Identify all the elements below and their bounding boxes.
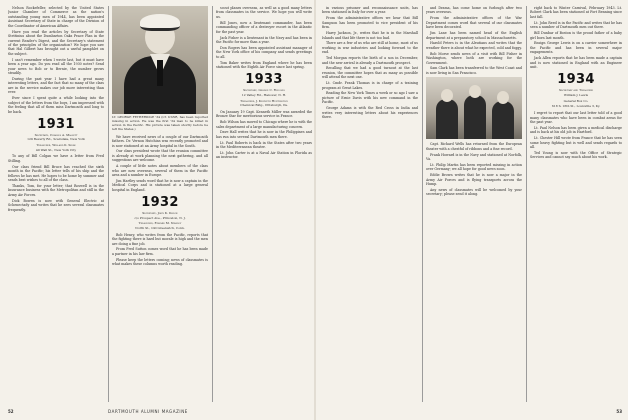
secretary-address-2: 618 S. 16th St., Louisville 3, Ky. bbox=[551, 104, 601, 109]
secretary-address: c/o Prospect Ave., Princeton, N. J. bbox=[134, 215, 186, 220]
treasurer-line: Treasurer, Edward M. Stanley bbox=[138, 221, 182, 226]
paragraph: Jim Hartley sends word that he is now a captain in the Medical Corps and is stationed at a large general hospital in England. bbox=[112, 178, 208, 192]
paragraph: Frank Howard is in the Navy and stationed at Norfolk, Va. bbox=[426, 152, 522, 162]
column-divider bbox=[108, 6, 109, 402]
secretary-name: William J. Lewis bbox=[563, 92, 589, 97]
paragraph: I can't remember when I wrote last, but it must have been a year ago. Do you read all the 1930 notes? Send your news to Bob or to Bernie, the number grows steadily. bbox=[8, 57, 104, 76]
paragraph: We have received news of a couple of our Dartmouth fathers. Dr. Vernon Hutchins was recently promoted and is now stationed at an Army hospital in the South. bbox=[112, 134, 208, 148]
paragraph: Dave Hall writes that he is now in the Philippines and has run into several Dartmouth men there. bbox=[216, 130, 312, 139]
column-6 bbox=[530, 6, 622, 404]
column-4 bbox=[322, 6, 418, 404]
column-divider bbox=[422, 6, 423, 402]
treasurer-line: Treasurer, Willard K. Shaw bbox=[36, 143, 76, 148]
column-1-paragraphs bbox=[8, 6, 104, 114]
paragraph: There are a few of us who are still at home, most of us working in war industries and looking forward to the end. bbox=[322, 41, 418, 55]
group-photo bbox=[426, 77, 522, 139]
page-number-left: 52 bbox=[8, 409, 14, 414]
portrait-photo bbox=[112, 6, 208, 114]
paragraph: Lt. Paul Nelson has been given a medical discharge and is back at his old job in Hartford. bbox=[530, 125, 622, 135]
photo-caption: LT. GEORGE FETHERIDGE '34 (LT. USNR, has been reported missing in action. He was the first '34 man to be killed in action in the Pacific. His picture was taken shortly before he left the States.) bbox=[112, 115, 208, 131]
paragraph: Ensign George Lewis is on a carrier somewhere in the Pacific and has been in several major engagements. bbox=[530, 41, 622, 55]
paragraph: and Drama, has come home on furlough after two years overseas. bbox=[426, 6, 522, 15]
paragraph: Jim Lane has been named head of the English department at a preparatory school in Massachusetts. bbox=[426, 31, 522, 40]
treasurer-line: Treasurer, J. Kenneth Huntington bbox=[240, 98, 288, 103]
paragraph: Bill Jones, now a lieutenant commander, has been commanding officer of a destroyer escort in the Atlantic for the past year. bbox=[216, 20, 312, 34]
paragraph: Our class friend Bill Bruce has reached the sixth month in the Pacific; his letter tells of his ship and the fellows he has met. He hopes to be home by summer and sends best wishes to all of the class. bbox=[8, 164, 104, 183]
secretary-address: General Box Co. bbox=[563, 98, 589, 103]
column-2-paragraphs bbox=[112, 135, 208, 193]
secretary-line: Secretary, John K. Dodge bbox=[142, 211, 178, 216]
paragraph: Lt. Paul Roberts is back in the States after two years in the Mediterranean theater. bbox=[216, 140, 312, 150]
treasurer-address: Chemical Bldg., Pittsburgh, Pa. bbox=[240, 103, 288, 108]
paragraph: scout planes overseas, as well as a good many letters from classmates in the service. We hope you will write us. bbox=[216, 6, 312, 19]
paragraph: Jack Allen reports that he has been made a captain and is now stationed in England with an Engineer unit. bbox=[530, 56, 622, 69]
class-year-heading-1933: 1933 bbox=[245, 72, 283, 88]
paragraph: Ever since I spent quite a while looking into the subject of the letters from the boys, I am impressed with the feeling that all of them miss Dartmouth and long to be back. bbox=[8, 96, 104, 114]
paragraph: Lt. Chester Hill wrote from France that he has seen some heavy fighting but is well and sends regards to all. bbox=[530, 136, 622, 150]
paragraph: Any news of classmates will be welcomed by your secretary; please send it along. bbox=[426, 187, 522, 197]
secretary-address: 12 Valley Rd., Hanover, N. H. bbox=[241, 92, 287, 97]
paragraph: Dick Bowen is now with General Electric at Schenectady and writes that he sees several classmates frequently. bbox=[8, 198, 104, 212]
column-3 bbox=[216, 6, 312, 404]
treasurer-address: North St., Old Greenwich, Conn. bbox=[135, 225, 185, 230]
left-page-footer bbox=[8, 408, 308, 416]
paragraph: During the past year I have had a great many interesting letters, and the fact that so many of the class are in the service makes our job more interesting than ever. bbox=[8, 76, 104, 95]
column-2-paragraphs-after bbox=[112, 233, 208, 267]
paragraph: Lt. Cmdr. Frank Thomas is in charge of a training program at Great Lakes. bbox=[322, 81, 418, 90]
paragraph: Ted Young is now with the Office of Strategic Services and cannot say much about his work. bbox=[530, 151, 622, 160]
paragraph: On January 19 Capt. Kenneth Miller was awarded the Bronze Star for meritorious service in France. bbox=[216, 109, 312, 119]
column-divider bbox=[526, 6, 527, 402]
paragraph: Tom Baker writes from England where he has been stationed with the Eighth Air Force since last spring. bbox=[216, 60, 312, 69]
class-year-heading-1934: 1934 bbox=[557, 72, 595, 88]
column-1-paragraphs-after bbox=[8, 154, 104, 212]
column-5-paragraphs bbox=[426, 6, 522, 75]
paragraph: From the administrative offices of the War Department comes word that several of our classmates have been decorated. bbox=[426, 16, 522, 30]
column-5 bbox=[426, 6, 522, 404]
column-2 bbox=[112, 6, 208, 404]
paragraph: I regret to report that our last letter told of a good many classmates who have been in combat areas for the past year. bbox=[530, 111, 622, 125]
paragraph: From the administrative offices we hear that Bill Sampson has been promoted to vice president of his firm. bbox=[322, 16, 418, 30]
paragraph: Sam Clark has been transferred to the West Coast and is now living in San Francisco. bbox=[426, 66, 522, 75]
page-gutter bbox=[314, 0, 316, 420]
column-4-paragraphs-after bbox=[322, 66, 418, 119]
column-4-paragraphs bbox=[322, 6, 418, 65]
paragraph: Harry Jackson, Jr., writes that he is in the Marshall Islands and that life there is not too bad. bbox=[322, 31, 418, 40]
paragraph: Thanks, Tom, for your letter; that Roswell is in the Insurance business with the Metropolitan and still in the Army Air Forces. bbox=[8, 183, 104, 197]
column-3-paragraphs bbox=[216, 6, 312, 69]
paragraph: To any of Bill Colgan we have a letter from Fred Stilling. bbox=[8, 154, 104, 163]
treasurer-address: 40 Wall St., New York City bbox=[35, 147, 77, 152]
paragraph: Bob Henry, who writes from the Pacific, reports that the fighting there is hard but morale is high and the men are doing a fine job. bbox=[112, 232, 208, 246]
paragraph: Don Rogers has been appointed assistant manager of the New York office of his company and sends greetings to all. bbox=[216, 45, 312, 59]
paragraph: George Adams is with the Red Cross in India and writes very interesting letters about his experiences there. bbox=[322, 106, 418, 120]
paragraph: Harold Peters is in the Aleutians and writes that the weather there is about what he expected, cold and foggy. bbox=[426, 41, 522, 50]
secretary-line: Secretary, Charles A. Mallett bbox=[34, 132, 78, 137]
secretary-line: Secretary and Treasurer bbox=[558, 88, 594, 93]
publication-name: DARTMOUTH ALUMNI MAGAZINE bbox=[108, 409, 188, 414]
paragraph: Bob Morse sends news of a visit with Bill Fisher in Washington, where both are working for the Government. bbox=[426, 51, 522, 65]
paragraph: Bill Dunbar of Boston is the proud father of a baby girl born last month. bbox=[530, 31, 622, 40]
paragraph: A couple of little notes about members of the class who are now overseas, several of them in the Pacific area and a number in Europe. bbox=[112, 164, 208, 178]
column-6-paragraphs bbox=[530, 6, 622, 69]
paragraph: Eddie Brown writes that he is now a major in the Army Air Forces and is flying transports across the Hump. bbox=[426, 173, 522, 187]
paragraph: Jack Fisher is a lieutenant in the Navy and has been in the Pacific for more than a year. bbox=[216, 35, 312, 44]
column-6-paragraphs-after bbox=[530, 111, 622, 160]
class-year-heading-1931: 1931 bbox=[37, 116, 75, 132]
paragraph: Recalling that we had a good turnout at the last reunion, the committee hopes that as many as possible will attend the next one. bbox=[322, 66, 418, 80]
paragraph: Lt. Philip Martin has been reported missing in action over Germany; we all hope for good news soon. bbox=[426, 162, 522, 172]
paragraph: Please keep the letters coming; news of classmates is what makes these columns worth reading. bbox=[112, 257, 208, 267]
secretary-address: 129 Beverly Rd., Scarsdale, New York bbox=[27, 137, 85, 142]
paragraph: From Fred Sutton comes word that he has been made a partner in his law firm. bbox=[112, 247, 208, 256]
paragraph: Lt. John Reed is in the Pacific and writes that he has seen a number of Dartmouth men out there. bbox=[530, 20, 622, 30]
paragraph: Lt. John Carter is at a Naval Air Station in Florida as an instructor. bbox=[216, 151, 312, 160]
paragraph: Capt. Richard Wells has returned from the European theater with a chestful of ribbons and a fine record. bbox=[426, 142, 522, 151]
right-page-footer bbox=[322, 408, 622, 416]
paragraph: in various prisoner and reconnaissance units, has been stationed in Italy for over a year. bbox=[322, 6, 418, 15]
column-divider bbox=[212, 6, 213, 402]
paragraph: Nelson Rockefeller, selected by the United States Junior Chamber of Commerce as the nation's outstanding young men of 1944, has been appointed Assistant Secretary of State in charge of the Division of the Coordinator of American Affairs. bbox=[8, 6, 104, 28]
paragraph: Reading the New York Times a week or so ago I saw a picture of Ernie Davis with his new command in the Pacific. bbox=[322, 91, 418, 105]
paragraph: Our class president wrote that the reunion committee is already at work planning the next gathering, and all suggestions are welcome. bbox=[112, 149, 208, 163]
column-1 bbox=[8, 6, 104, 404]
paragraph: Bob Wilson has moved to Chicago where he is with the sales department of a large manufacturing concern. bbox=[216, 120, 312, 129]
paragraph: Ted Morgan reports the birth of a son in December, and the new arrival is already a Dartmouth prospect. bbox=[322, 56, 418, 65]
column-3-paragraphs-after bbox=[216, 110, 312, 160]
class-year-heading-1932: 1932 bbox=[141, 195, 179, 211]
page-number-right: 53 bbox=[616, 409, 622, 414]
column-5-paragraphs-after bbox=[426, 142, 522, 197]
paragraph: right back to Winter Carnival, February 1943. Lt. Robert Clark has been stationed at Fort Benning since last fall. bbox=[530, 6, 622, 19]
paragraph: Have you read the articles by Secretary of State Stettinius about the Dumbarton Oaks Peace Plan in the current Reader's Digest, and the Secretary's statement of the principles of the organization? We hope you saw that Hal Gilbert has brought out a useful pamphlet on the subject. bbox=[8, 29, 104, 56]
secretary-line: Secretary, George C. Ruggles bbox=[243, 88, 285, 93]
